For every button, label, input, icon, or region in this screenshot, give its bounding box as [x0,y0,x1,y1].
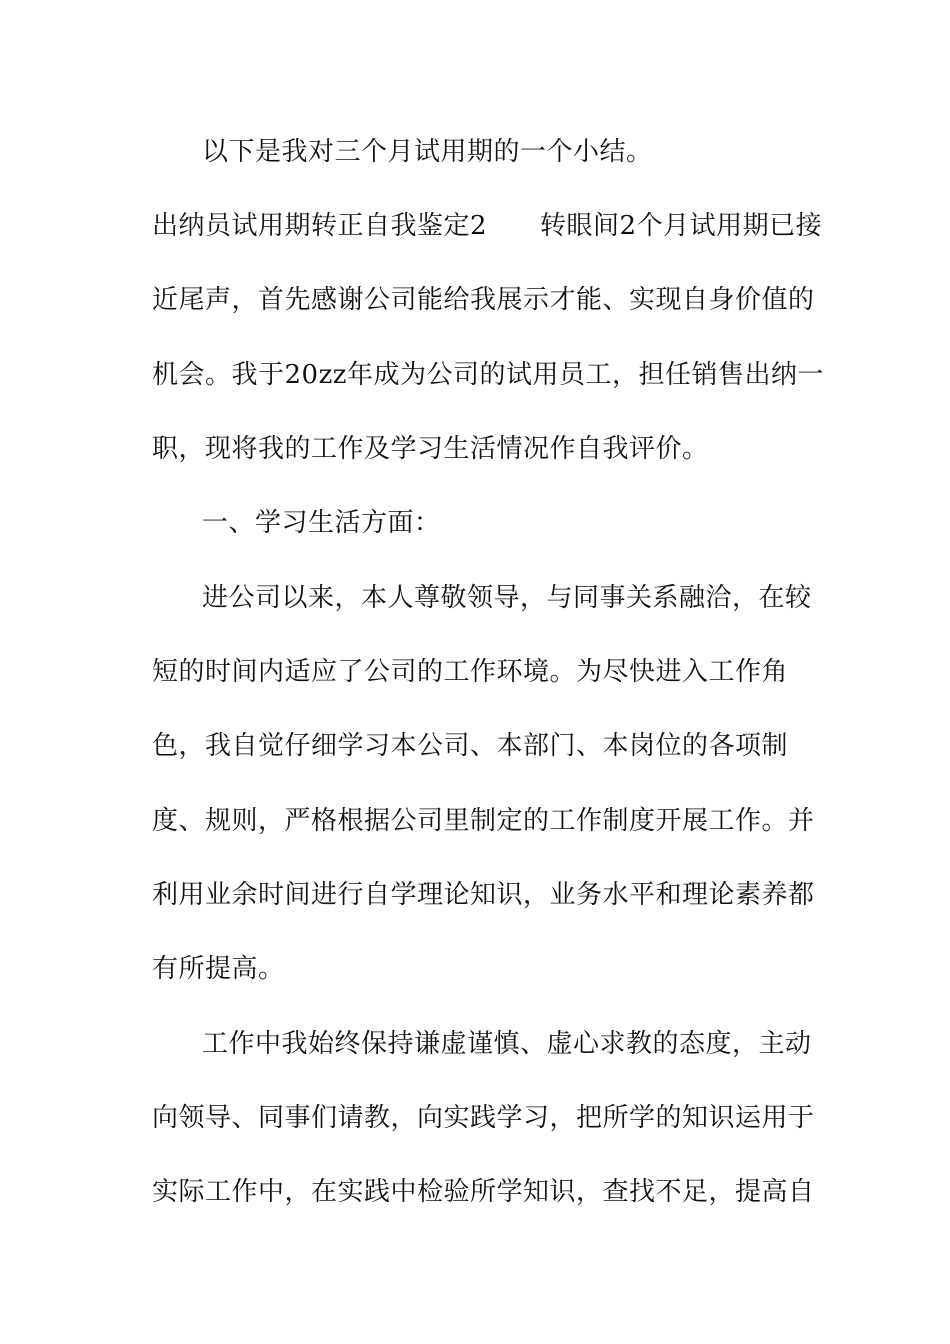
paragraph-line: 以下是我对三个月试用期的一个小结。 [202,137,653,167]
paragraph-line: 有所提高。 [152,954,285,984]
paragraph-line: 机会。我于20zz年成为公司的试用员工，担任销售出纳一 [152,360,824,390]
paragraph-line: 短的时间内适应了公司的工作环境。为尽快进入工作角 [152,657,789,687]
paragraph-line: 色，我自觉仔细学习本公司、本部门、本岗位的各项制 [152,731,789,761]
paragraph-line: 利用业余时间进行自学理论知识，业务水平和理论素养都 [152,880,815,910]
section-heading: 一、学习生活方面： [202,508,441,538]
paragraph-line: 度、规则，严格根据公司里制定的工作制度开展工作。并 [152,806,815,836]
paragraph-line: 实际工作中，在实践中检验所学知识，查找不足，提高自 [152,1177,815,1207]
paragraph-line: 向领导、同事们请教，向实践学习，把所学的知识运用于 [152,1103,815,1133]
paragraph-line: 职，现将我的工作及学习生活情况作自我评价。 [152,434,709,464]
paragraph-line: 进公司以来，本人尊敬领导，与同事关系融洽，在较 [202,583,812,613]
paragraph-line: 近尾声，首先感谢公司能给我展示才能、实现自身价值的 [152,285,815,315]
paragraph-line: 工作中我始终保持谦虚谨慎、虚心求教的态度，主动 [202,1029,812,1059]
paragraph-line: 出纳员试用期转正自我鉴定2 转眼间2个月试用期已接 [152,211,823,241]
